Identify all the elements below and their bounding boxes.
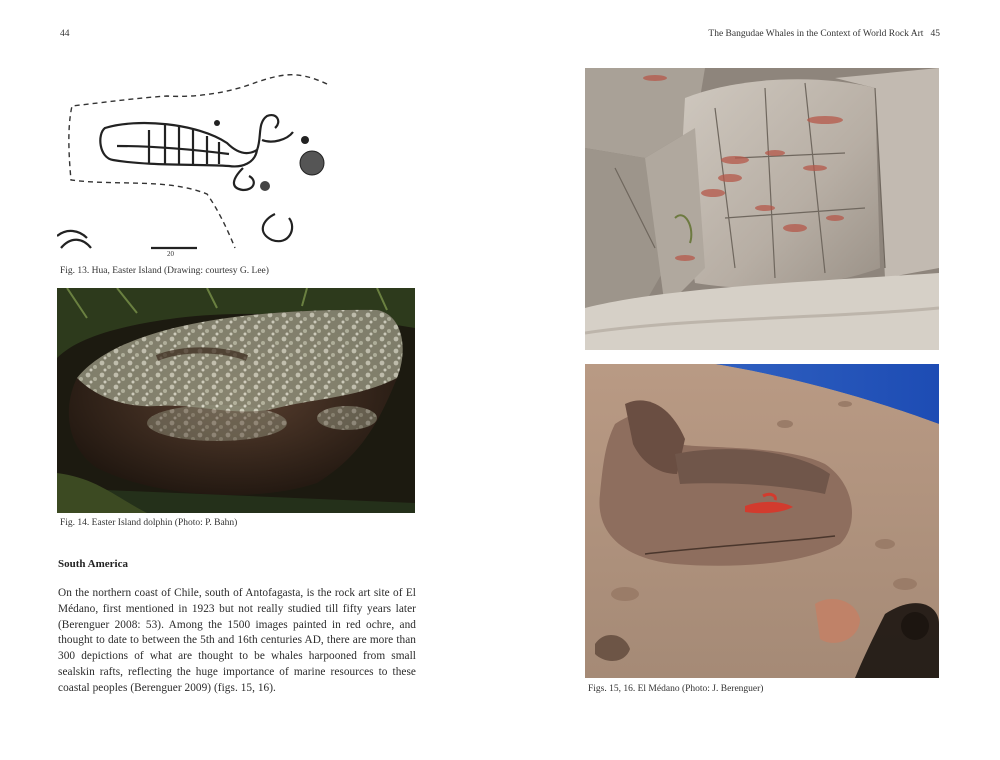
running-title: The Bangudae Whales in the Context of World Rock Art [708,29,924,39]
fig13-scale-label: 20 [167,250,174,258]
fig14-caption: Fig. 14. Easter Island dolphin (Photo: P. Bahn) [60,518,238,528]
page-number-right: 45 [930,29,940,39]
body-paragraph: On the northern coast of Chile, south of Antofagasta, is the rock art site of El Médano, first mentioned in 1923 but not really studied till fifty years later (Berenguer 2008: 53). Among the 1500 images painted in red ochre, and thought to date to between the 5th and 16th centuries AD, there are more than 300 depictions of what are thought to be whales harpooned from small sealskin rafts, reflecting the huge importance of marine resources to these coastal peoples (Berenguer 2009) (figs. 15, 16). [58,587,416,694]
page-number-left: 44 [60,29,70,39]
fig15-photo [585,68,939,350]
fig16-photo [585,364,939,678]
fig13-drawing [57,68,337,260]
fig13-caption: Fig. 13. Hua, Easter Island (Drawing: courtesy G. Lee) [60,266,269,276]
fig14-photo [57,288,415,513]
running-head-right [708,29,940,39]
figs15-16-caption: Figs. 15, 16. El Médano (Photo: J. Berenguer) [588,684,764,694]
section-heading: South America [58,558,128,570]
